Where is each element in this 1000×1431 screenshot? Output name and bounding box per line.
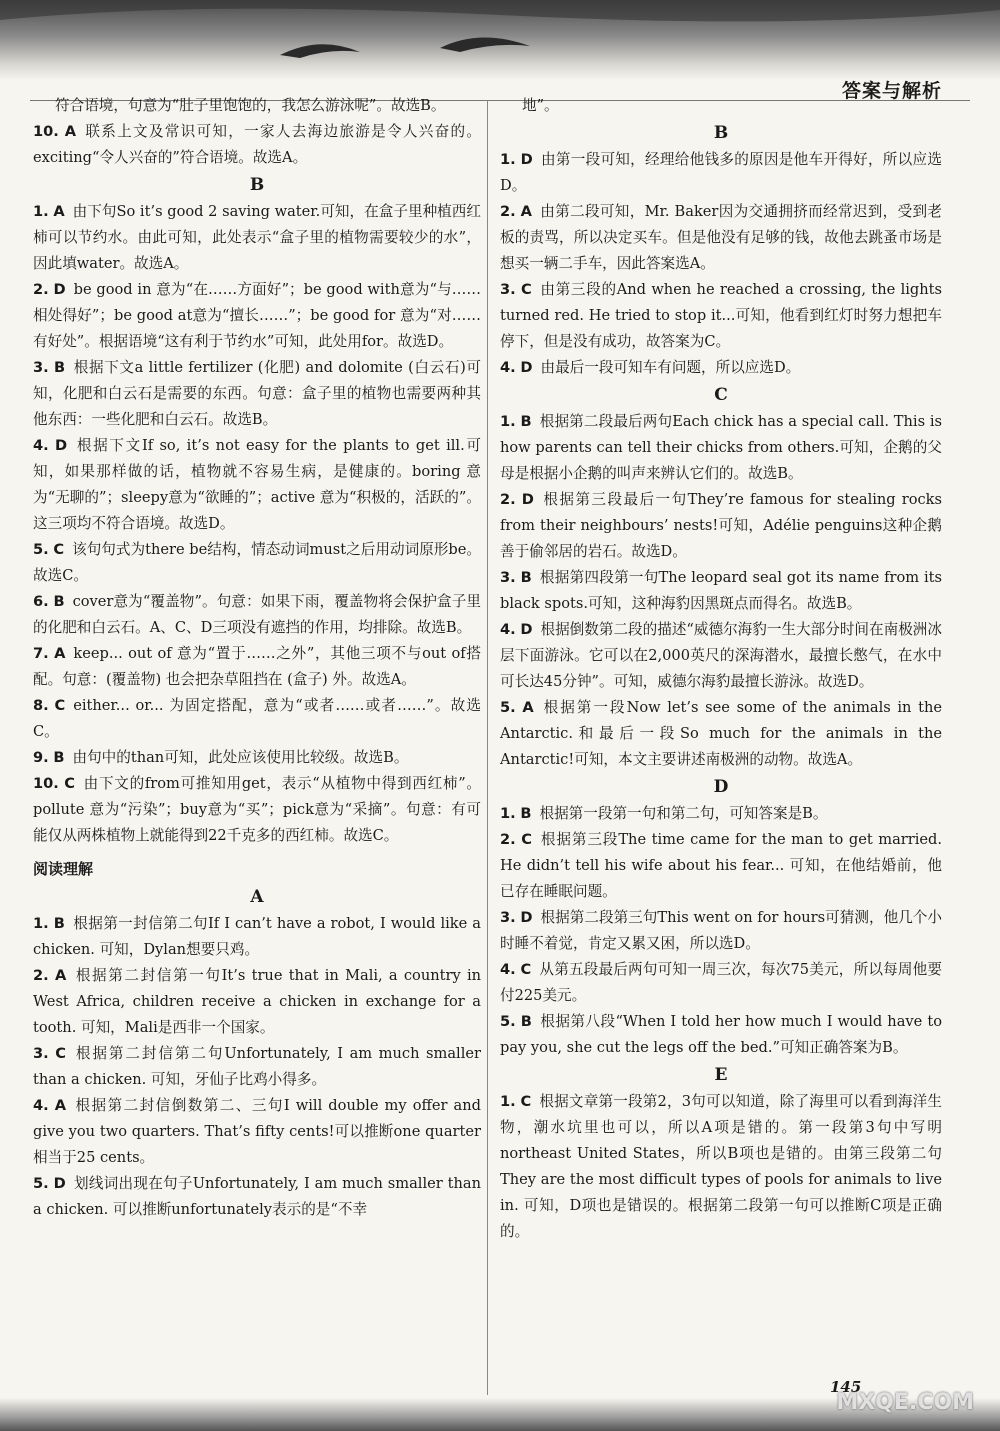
explanation-text: 根据第二段第三句This went on for hours可猜测，他几个小时睡不着觉，肯定又累又困，所以选D。 [500, 909, 943, 952]
explanation-text: 根据第二封信倒数第二、三句I will double my offer and give you two quarters. That’s fifty cents!可以推断one quarter相当于25 cents。 [33, 1097, 481, 1166]
column-divider [487, 100, 488, 1395]
question-number: 5. [33, 1175, 49, 1192]
answer-letter: C [54, 697, 66, 714]
question-number: 8. [33, 697, 49, 714]
right-column [500, 93, 942, 1245]
explanation-text: 根据倒数第二段的描述“威德尔海豹一生大部分时间在南极洲冰层下面游泳。它可以在2,000英尺的深海潜水，最擅长憋气，在水中可长达45分钟”。可知，威德尔海豹最擅长游泳。故选D。 [500, 621, 942, 690]
explanation-text: 该句句式为there be结构，情态动词must之后用动词原形be。故选C。 [33, 541, 482, 584]
explanation-text: 由第一段可知，经理给他钱多的原因是他车开得好，所以应选D。 [500, 151, 942, 194]
continued-text: 符合语境，句意为“肚子里饱饱的，我怎么游泳呢”。故选B。 [55, 97, 446, 114]
explanation-text: either... or... 为固定搭配，意为“或者……或者……”。故选C。 [33, 697, 482, 740]
answer-item [500, 801, 942, 827]
question-number: 3. [500, 569, 516, 586]
question-number: 5. [500, 699, 516, 716]
explanation-text: 由第三段的And when he reached a crossing, the lights turned red. He tried to stop it...可知，他看到红灯时努力想把车停下，但是没有成功，故答案为C。 [500, 281, 942, 350]
question-number: 4. [33, 1097, 49, 1114]
explanation-text: be good in 意为“在……方面好”；be good with意为“与……相处得好”；be good at意为“擅长……”；be good for 意为“对……有好处”。根据语境“这有利于节约水”可知，此处用for。故选D。 [33, 281, 481, 350]
answer-letter: B [520, 1013, 532, 1030]
answer-item [500, 487, 942, 565]
answer-item [500, 827, 942, 905]
answer-item [33, 771, 481, 849]
question-number: 4. [33, 437, 49, 454]
question-number: 10. [33, 775, 59, 792]
explanation-text: 由第二段可知，Mr. Baker因为交通拥挤而经常迟到，受到老板的责骂，所以决定买车。但是他没有足够的钱，故他去跳蚤市场是想买一辆二手车，因此答案选A。 [500, 203, 942, 272]
explanation-text: 根据第一封信第二句If I can’t have a robot, I would like a chicken. 可知，Dylan想要只鸡。 [33, 915, 481, 958]
continued-text: 地”。 [522, 97, 559, 114]
answer-item [33, 641, 481, 693]
question-number: 2. [33, 281, 49, 298]
question-number: 10. [33, 123, 59, 140]
explanation-text: 根据文章第一段第2，3句可以知道，除了海里可以看到海洋生物，潮水坑里也可以，所以A项是错的。第一段第3句中写明northeast United States，所以B项也是错的。由第三段第二句They are the most difficult types of pools for animals to live in. 可知，D项也是错误的。根据第二段第一句可以推断C项是正确的。 [500, 1093, 942, 1240]
question-number: 4. [500, 961, 516, 978]
explanation-text: 根据第一段第一句和第二句，可知答案是B。 [539, 805, 828, 822]
answer-letter: C [520, 961, 532, 978]
answer-item [500, 1089, 942, 1245]
answer-item [33, 745, 481, 771]
question-number: 3. [33, 1045, 49, 1062]
answer-item [500, 409, 942, 487]
question-number: 2. [500, 203, 516, 220]
answer-item [500, 957, 942, 1009]
section-letter: A [250, 887, 264, 907]
question-number: 5. [33, 541, 49, 558]
explanation-text: 由下文的from可推知用get，表示“从植物中得到西红柿”。pollute 意为“污染”；buy意为“买”；pick意为“采摘”。句意：有可能仅从两株植物上就能得到22千克多的西红柿。故选C。 [33, 775, 481, 844]
answer-letter: A [53, 203, 65, 220]
answer-letter: A [522, 699, 534, 716]
header-title: 答案与解析 [841, 80, 942, 102]
answer-letter: B [53, 915, 65, 932]
watermark: MXQE.COM [836, 1390, 974, 1415]
answer-item [33, 911, 481, 963]
answer-letter: D [520, 621, 533, 638]
question-number: 1. [33, 915, 49, 932]
question-number: 1. [500, 413, 516, 430]
answer-item [500, 277, 942, 355]
answer-item [33, 1041, 481, 1093]
answer-letter: A [64, 123, 77, 140]
answer-item [33, 119, 481, 171]
answer-letter: B [520, 569, 532, 586]
answer-letter: D [520, 151, 533, 168]
section-letter: B [713, 123, 729, 143]
question-number: 1. [33, 203, 49, 220]
answer-item [33, 693, 481, 745]
answer-item [500, 147, 942, 199]
explanation-text: 根据下文a little fertilizer (化肥) and dolomite (白云石)可知，化肥和白云石是需要的东西。句意：盒子里的植物也需要两种其他东西：一些化肥和白云石。故选B。 [33, 359, 482, 428]
answer-letter: D [55, 437, 68, 454]
answer-item [33, 433, 481, 537]
answer-item [33, 1093, 481, 1171]
answer-letter: B [520, 805, 532, 822]
question-number: 2. [33, 967, 49, 984]
answer-letter: C [521, 831, 532, 848]
answer-letter: A [54, 645, 66, 662]
answer-letter: B [53, 593, 65, 610]
page-number: 145 [830, 1378, 862, 1396]
answer-item [500, 1009, 942, 1061]
question-number: 3. [500, 909, 516, 926]
answer-letter: B [520, 413, 532, 430]
answer-letter: D [520, 359, 533, 376]
question-number: 3. [500, 281, 516, 298]
answer-letter: D [520, 909, 533, 926]
answer-item [33, 963, 481, 1041]
explanation-text: 根据第三段最后一句They’re famous for stealing rocks from their neighbours’ nests!可知，Adélie penguins这种企鹅善于偷邻居的岩石。故选D。 [500, 491, 942, 560]
question-number: 2. [500, 831, 516, 848]
answer-letter: C [53, 541, 65, 558]
section-heading: 阅读理解 [33, 860, 94, 878]
answer-letter: A [520, 203, 532, 220]
question-number: 9. [33, 749, 49, 766]
section-letter: E [714, 1065, 728, 1085]
explanation-text: 根据第二段最后两句Each chick has a special call. This is how parents can tell their chicks from others.可知，企鹅的父母是根据小企鹅的叫声来辨认它们的。故选B。 [500, 413, 942, 482]
dolphin-decoration-icon [0, 0, 1000, 80]
question-number: 7. [33, 645, 49, 662]
answer-item [33, 277, 481, 355]
explanation-text: 根据第二封信第一句It’s true that in Mali, a country in West Africa, children receive a chicken in exchange for a tooth. 可知，Mali是西非一个国家。 [33, 967, 482, 1036]
question-number: 2. [500, 491, 516, 508]
answer-letter: A [54, 967, 67, 984]
question-number: 5. [500, 1013, 516, 1030]
explanation-text: 根据第一段Now let’s see some of the animals in the Antarctic.和最后一段So much for the animals in the Antarctic!可知，本文主要讲述南极洲的动物。故选A。 [500, 699, 942, 768]
answer-item [33, 199, 481, 277]
explanation-text: 联系上文及常识可知，一家人去海边旅游是令人兴奋的。exciting“令人兴奋的”符合语境。故选A。 [33, 123, 481, 166]
question-number: 1. [500, 151, 516, 168]
answer-letter: D [521, 491, 534, 508]
left-column [33, 93, 481, 1223]
answer-letter: D [53, 1175, 66, 1192]
answer-item [500, 565, 942, 617]
question-number: 1. [500, 1093, 516, 1110]
explanation-text: 根据下文If so, it’s not easy for the plants to get ill.可知，如果那样做的话，植物就不容易生病，是健康的。boring 意为“无聊的”；sleepy意为“欲睡的”；active 意为“积极的，活跃的”。这三项均不符合语境。故选D。 [33, 437, 481, 532]
section-letter: C [714, 385, 728, 405]
explanation-text: 从第五段最后两句可知一周三次，每次75美元，所以每周他要付225美元。 [500, 961, 943, 1004]
question-number: 3. [33, 359, 49, 376]
answer-letter: C [64, 775, 75, 792]
answer-letter: C [55, 1045, 66, 1062]
explanation-text: 根据第二封信第二句Unfortunately, I am much smaller than a chicken. 可知，牙仙子比鸡小得多。 [33, 1045, 481, 1088]
answer-item [33, 355, 481, 433]
answer-item [33, 537, 481, 589]
explanation-text: 根据第四段第一句The leopard seal got its name from its black spots.可知，这种海豹因黑斑点而得名。故选B。 [500, 569, 942, 612]
answer-letter: B [53, 359, 66, 376]
explanation-text: 由下句So it’s good 2 saving water.可知，在盒子里种植西红柿可以节约水。由此可知，此处表示“盒子里的植物需要较少的水”，因此填water。故选A。 [33, 203, 481, 272]
explanation-text: 根据第八段“When I told her how much I would have to pay you, she cut the legs off the bed.”可知正确答案为B。 [500, 1013, 943, 1056]
explanation-text: 由最后一段可知车有问题，所以应选D。 [540, 359, 801, 376]
answer-letter: D [53, 281, 66, 298]
answer-item [33, 1171, 481, 1223]
answer-letter: A [54, 1097, 67, 1114]
explanation-text: 划线词出现在句子Unfortunately, I am much smaller than a chicken. 可以推断unfortunately表示的是“不幸 [33, 1175, 482, 1218]
section-letter: B [249, 175, 265, 195]
answer-item [500, 695, 942, 773]
explanation-text: keep... out of 意为“置于……之外”，其他三项不与out of搭配。句意：(覆盖物) 也会把杂草阻挡在 (盒子) 外。故选A。 [33, 645, 481, 688]
question-number: 1. [500, 805, 516, 822]
answer-letter: C [520, 1093, 532, 1110]
question-number: 4. [500, 359, 516, 376]
answer-item [33, 589, 481, 641]
explanation-text: 根据第三段The time came for the man to get married. He didn’t tell his wife about his fear... 可知，在他结婚前，他已存在睡眠问题。 [500, 831, 943, 900]
answer-letter: C [521, 281, 532, 298]
question-number: 4. [500, 621, 516, 638]
explanation-text: 由句中的than可知，此处应该使用比较级。故选B。 [72, 749, 409, 766]
section-letter: D [713, 777, 729, 797]
answer-item [500, 905, 942, 957]
explanation-text: cover意为“覆盖物”。句意：如果下雨，覆盖物将会保护盒子里的化肥和白云石。A、C、D三项没有遮挡的作用，均排除。故选B。 [33, 593, 481, 636]
answer-item [500, 355, 942, 381]
question-number: 6. [33, 593, 49, 610]
answer-item [500, 617, 942, 695]
header-banner [0, 0, 1000, 80]
answer-item [500, 199, 942, 277]
answer-letter: B [53, 749, 65, 766]
